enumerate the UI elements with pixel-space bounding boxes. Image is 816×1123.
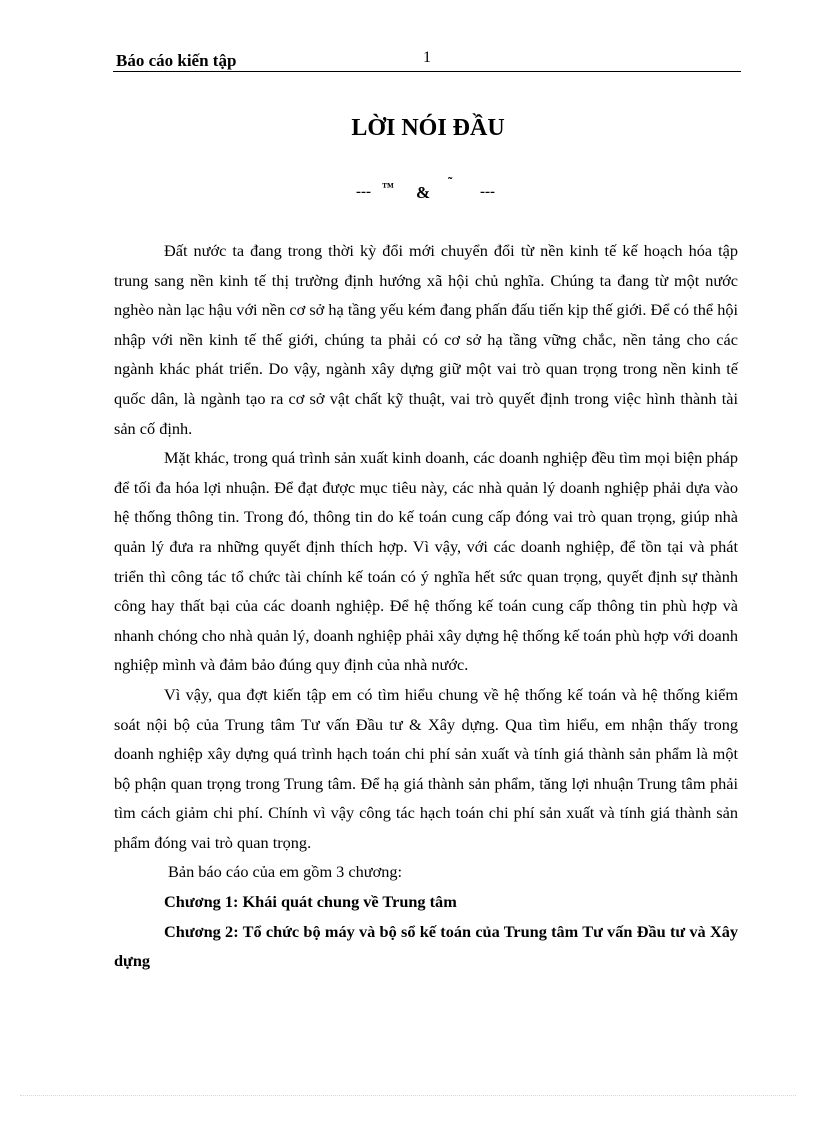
chapter-intro: Bản báo cáo của em gồm 3 chương: (168, 862, 402, 882)
ornament-tilde-glyph: ˜ (448, 174, 453, 189)
paragraph: Vì vậy, qua đợt kiến tập em có tìm hiểu chung về hệ thống kế toán và hệ thống kiểm soát nội bộ của Trung tâm Tư vấn Đầu tư & Xây dựng. Qua tìm hiểu, em nhận thấy trong doanh nghiệp xây dựng quá trình hạch toán chi phí sản xuất và tính giá thành sản phẩm là một bộ phận quan trọng trong Trung tâm. Để hạ giá thành sản phẩm, tăng lợi nhuận Trung tâm phải tìm cách giảm chi phí. Chính vì vậy công tác hạch toán chi phí sản xuất và tính giá thành sản phẩm đóng vai trò quan trọng. (114, 684, 738, 852)
document-title: LỜI NÓI ĐẦU (351, 115, 505, 141)
body-text (114, 236, 738, 976)
paragraph: Đất nước ta đang trong thời kỳ đổi mới chuyển đổi từ nền kinh tế kế hoạch hóa tập trung sang nền kinh tế thị trường định hướng xã hội chủ nghĩa. Chúng ta đang từ một nước nghèo nàn lạc hậu với nền cơ sở hạ tầng yếu kém đang phấn đấu tiến kịp thế giới. Để có thể hội nhập với nền kinh tế thế giới, chúng ta phải có cơ sở hạ tầng vững chắc, nền tảng cho các ngành khác phát triển. Do vậy, ngành xây dựng giữ một vai trò quan trọng trong nền kinh tế quốc dân, là ngành tạo ra cơ sở vật chất kỹ thuật, vai trò quyết định trong việc hình thành tài sản cố định. (114, 241, 738, 438)
chapter-heading: Chương 1: Khái quát chung về Trung tâm (164, 892, 457, 912)
page-number: 1 (423, 49, 431, 66)
page-header (113, 47, 741, 72)
ornament-dash-right: --- (480, 184, 495, 200)
ornament-dash-left: --- (356, 184, 371, 200)
page-bottom-divider (20, 1095, 796, 1096)
chapter-heading: Chương 2: Tổ chức bộ máy và bộ sổ kế toán của Trung tâm Tư vấn Đầu tư và Xây dựng (114, 921, 738, 971)
header-title: Báo cáo kiến tập (116, 51, 237, 70)
ornament-trademark-glyph: ™ (382, 180, 394, 194)
paragraph: Mặt khác, trong quá trình sản xuất kinh doanh, các doanh nghiệp đều tìm mọi biện pháp để tối đa hóa lợi nhuận. Để đạt được mục tiêu này, các nhà quản lý doanh nghiệp phải dựa vào hệ thống thông tin. Trong đó, thông tin do kế toán cung cấp đóng vai trò quan trọng, giúp nhà quản lý đưa ra những quyết định thích hợp. Vì vậy, với các doanh nghiệp, để tồn tại và phát triển thì công tác tổ chức tài chính kế toán có ý nghĩa hết sức quan trọng, quyết định sự thành công hay thất bại của các doanh nghiệp. Để hệ thống kế toán cung cấp thông tin phù hợp và nhanh chóng cho nhà quản lý, doanh nghiệp phải xây dựng hệ thống kế toán phù hợp với doanh nghiệp mình và đảm bảo đúng quy định của nhà nước. (114, 448, 738, 675)
ornament-ampersand: & (416, 183, 431, 202)
